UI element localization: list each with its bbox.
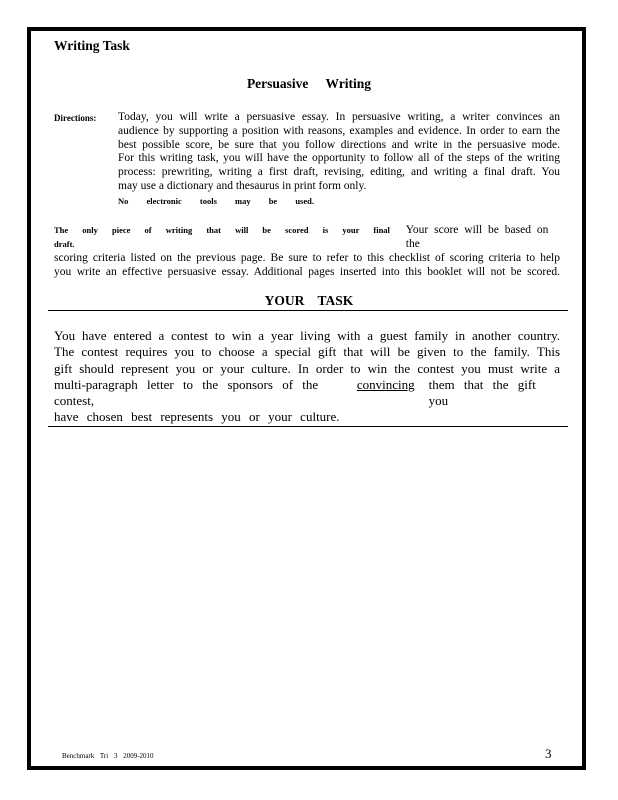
task-line: gift should represent you or your culture. In order to win the contest you must write a — [54, 360, 560, 376]
directions-line: may use a dictionary and thesaurus in print form only. — [118, 179, 367, 192]
task-title: YOUR TASK — [264, 293, 354, 308]
scoring-line — [54, 223, 560, 251]
scoring-text — [54, 223, 560, 279]
directions-note: No electronic tools may be used. — [118, 195, 314, 206]
directions-text — [118, 111, 560, 209]
directions-line: best possible score, be sure that you follow directions and write in the persuasive mode. — [118, 138, 560, 151]
scoring-line-rest: Your score will be based on the — [405, 224, 549, 250]
scoring-line: you write an effective persuasive essay. Additional pages inserted into this booklet will not be scored. — [54, 266, 560, 278]
task-line-part: multi-paragraph letter to the sponsors of the contest, — [54, 376, 319, 409]
task-bottom-rule — [48, 426, 568, 427]
page-header-title: Writing Task — [54, 38, 130, 53]
scoring-line: scoring criteria listed on the previous page. Be sure to refer to this checklist of scoring criteria to help — [54, 252, 560, 264]
task-line: have chosen best represents you or your culture. — [54, 409, 340, 425]
directions-label: Directions: — [54, 113, 97, 123]
task-text — [54, 328, 560, 426]
task-top-rule — [48, 310, 568, 311]
page-number: 3 — [545, 746, 552, 761]
directions-line: audience by supporting a position with reasons, examples and evidence. In order to earn the — [118, 124, 560, 137]
task-underlined-word: convincing — [356, 376, 415, 392]
task-line — [54, 377, 560, 410]
task-line-part: them that the gift you — [428, 376, 536, 409]
section-title: Persuasive Writing — [246, 76, 372, 91]
directions-line: For this writing task, you will have the opportunity to follow all of the steps of the writing — [118, 152, 560, 165]
directions-line: Today, you will write a persuasive essay. In persuasive writing, a writer convinces an — [118, 111, 560, 123]
task-line: You have entered a contest to win a year living with a guest family in another country. — [54, 328, 560, 343]
scoring-bold-lead: The only piece of writing that will be scored is your final draft. — [54, 225, 390, 249]
footer-benchmark: Benchmark Tri 3 2009-2010 — [62, 752, 154, 760]
task-line: The contest requires you to choose a special gift that will be given to the family. This — [54, 344, 560, 360]
directions-line: process: prewriting, writing a first draft, revising, editing, and writing a final draft. You — [118, 166, 560, 179]
